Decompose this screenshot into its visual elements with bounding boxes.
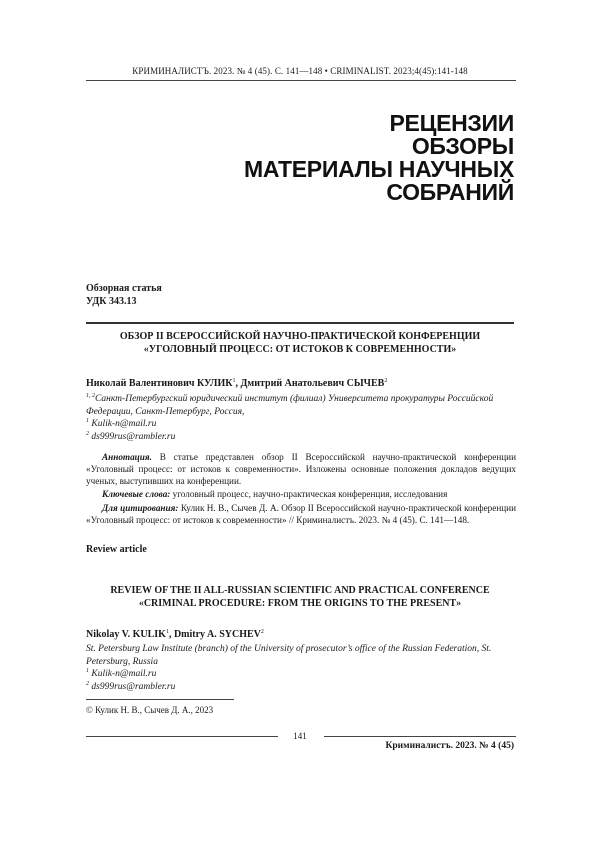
affiliation-text: St. Petersburg Law Institute (branch) of the University of prosecutor’s office of the Russian Federation, St. Petersburg, Russia: [86, 644, 492, 667]
header-rule: [86, 80, 516, 81]
affiliation-name: Санкт-Петербургский юридический институт (филиал) Университета прокуратуры Российской Федерации, Санкт-Петербург, Россия,: [86, 394, 494, 417]
footer-rule: [86, 736, 278, 737]
udc-code: УДК 343.13: [86, 296, 137, 307]
abstract-text: В статье представлен обзор II Всероссийской научно-практической конференции «Уголовный процесс: от истоков к современности». Изложены основные положения докладов ведущих ученых, выступивших на конференции.: [86, 452, 516, 486]
running-head: КРИМИНАЛИСТЪ. 2023. № 4 (45). С. 141—148 • CRIMINALIST. 2023;4(45):141-148: [132, 66, 468, 76]
email-sup: 2: [86, 430, 89, 437]
article-title-en: [86, 578, 514, 610]
abstract: [86, 452, 516, 487]
copyright-notice: © Кулик Н. В., Сычев Д. А., 2023: [86, 705, 214, 715]
section-title-line: СОБРАНИЙ: [386, 179, 514, 205]
page-number: 141: [293, 731, 307, 741]
author-separator: ,: [235, 378, 241, 389]
email-sup: 2: [86, 680, 89, 687]
affiliation-en: [86, 643, 516, 693]
footer-rule: [324, 736, 516, 737]
citation-label: Для цитирования:: [102, 503, 179, 513]
keywords-label: Ключевые слова:: [102, 489, 171, 499]
author-name: Николай Валентинович КУЛИК: [86, 378, 233, 389]
email-link[interactable]: ds999rus@rambler.ru: [91, 431, 176, 442]
keywords: [86, 489, 516, 501]
article-type-en: Review article: [86, 544, 147, 555]
email-link[interactable]: ds999rus@rambler.ru: [91, 681, 176, 692]
affiliation-sup: 1, 2: [86, 393, 95, 399]
author-sup: 2: [260, 629, 264, 635]
article-type-ru: [86, 282, 162, 308]
email-link[interactable]: Kulik-n@mail.ru: [91, 419, 157, 429]
section-title: [244, 112, 514, 204]
section-title-line: МАТЕРИАЛЫ НАУЧНЫХ: [243, 156, 514, 182]
authors-ru: [86, 378, 387, 389]
author-email: [86, 668, 516, 681]
author-name: Дмитрий Анатольевич СЫЧЕВ: [240, 378, 385, 389]
abstract-label: Аннотация.: [102, 452, 152, 462]
email-sup: 1: [86, 418, 89, 424]
author-email: [86, 681, 516, 694]
author-sup: 1: [165, 629, 169, 635]
citation-text: Кулик Н. В., Сычев Д. А. Обзор II Всероссийской научно-практической конференции «Уголовный процесс: от истоков к современности» // Криминалистъ. 2023. № 4 (45). С. 141—148.: [86, 503, 516, 525]
title-line: REVIEW OF THE II ALL-RUSSIAN SCIENTIFIC AND PRACTICAL CONFERENCE: [110, 585, 490, 596]
keywords-text: уголовный процесс, научно-практическая конференция, исследования: [170, 489, 448, 499]
author-separator: ,: [168, 629, 174, 640]
title-line: «УГОЛОВНЫЙ ПРОЦЕСС: ОТ ИСТОКОВ К СОВРЕМЕННОСТИ»: [143, 344, 457, 355]
email-sup: 1: [86, 668, 89, 674]
journal-footer: Криминалистъ. 2023. № 4 (45): [385, 741, 514, 751]
title-line: ОБЗОР II ВСЕРОССИЙСКОЙ НАУЧНО-ПРАКТИЧЕСКОЙ КОНФЕРЕНЦИИ: [119, 331, 481, 342]
author-sup: 1: [232, 378, 236, 384]
email-link[interactable]: Kulik-n@mail.ru: [91, 669, 157, 679]
author-email: [86, 431, 516, 444]
citation: [86, 503, 516, 527]
affiliation-ru: [86, 393, 516, 443]
footnote-rule: [86, 699, 234, 700]
article-title-ru: [86, 322, 514, 356]
author-name: Dmitry A. SYCHEV: [173, 629, 261, 640]
affiliation-text: [86, 393, 516, 418]
title-line: «CRIMINAL PROCEDURE: FROM THE ORIGINS TO THE PRESENT»: [138, 598, 462, 609]
section-title-line: РЕЦЕНЗИИ: [389, 110, 514, 136]
article-type-label: Обзорная статья: [86, 283, 162, 294]
section-title-line: ОБЗОРЫ: [411, 133, 514, 159]
authors-en: [86, 629, 264, 640]
author-email: [86, 418, 516, 431]
author-name: Nikolay V. KULIK: [86, 629, 166, 640]
author-sup: 2: [384, 378, 388, 384]
